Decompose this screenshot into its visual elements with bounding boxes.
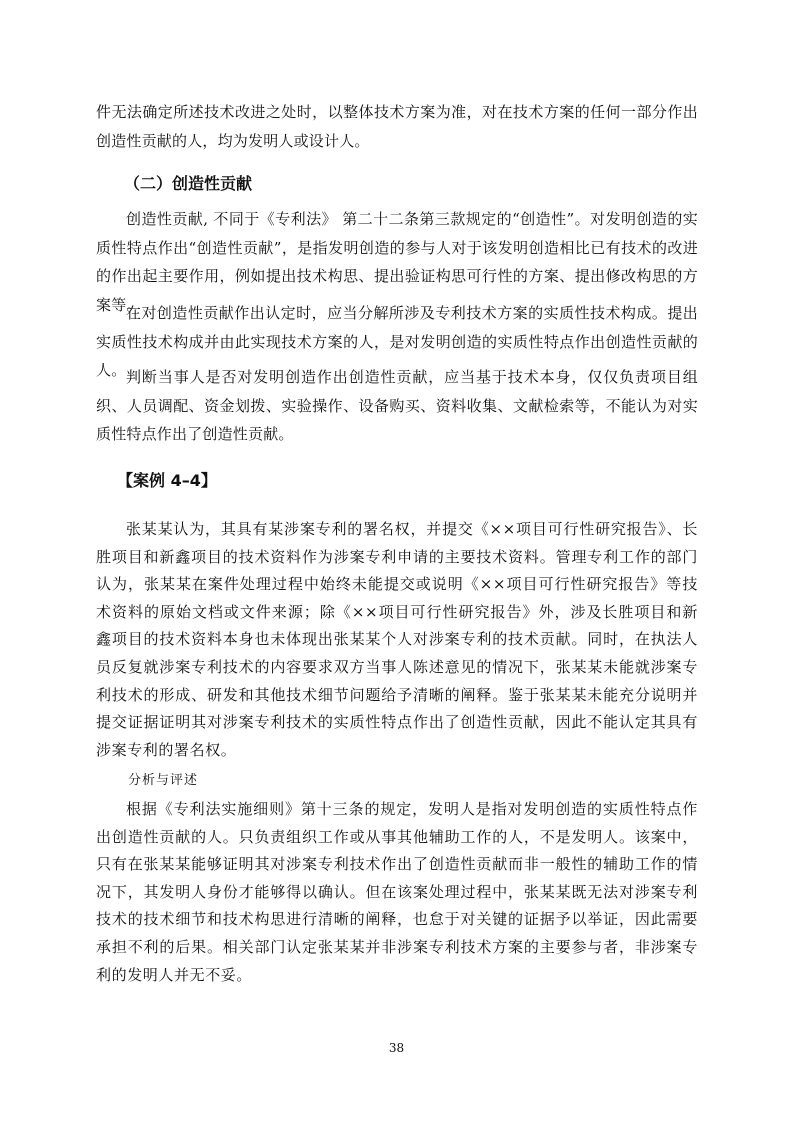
page-number: 38 xyxy=(388,1041,405,1055)
body-paragraph-3: 判断当事人是否对发明创造作出创造性贡献，应当基于技术本身，仅仅负责项目组织、人员调配、资金划拨、实验操作、设备购买、资料收集、文献检索等，不能认为对实质性特点作出了创造性贡献。 xyxy=(96,368,698,443)
analysis-heading: 分析与评述 xyxy=(128,773,199,788)
continuation-paragraph: 件无法确定所述技术改进之处时，以整体技术方案为准，对在技术方案的任何一部分作出创造性贡献的人，均为发明人或设计人。 xyxy=(96,103,698,150)
section-heading: （二）创造性贡献 xyxy=(124,174,253,193)
analysis-paragraph: 根据《专利法实施细则》第十三条的规定，发明人是指对发明创造的实质性特点作出创造性贡献的人。只负责组织工作或从事其他辅助工作的人，不是发明人。该案中，只有在张某某能够证明其对涉案专利技术作出了创造性贡献而非一般性的辅助工作的情况下，其发明人身份才能够得以确认。但在该案处理过程中，张某某既无法对涉案专利技术的技术细节和技术构思进行清晰的阐释，也怠于对关键的证据予以举证，因此需要承担不利的后果。相关部门认定张某某并非涉案专利技术方案的主要参与者，非涉案专利的发明人并无不妥。 xyxy=(96,800,698,984)
case-paragraph: 张某某认为，其具有某涉案专利的署名权，并提交《××项目可行性研究报告》、长胜项目和新鑫项目的技术资料作为涉案专利申请的主要技术资料。管理专利工作的部门认为，张某某在案件处理过程中始终未能提交或说明《××项目可行性研究报告》等技术资料的原始文档或文件来源；除《××项目可行性研究报告》外，涉及长胜项目和新鑫项目的技术资料本身也未体现出张某某个人对涉案专利的技术贡献。同时，在执法人员反复就涉案专利技术的内容要求双方当事人陈述意见的情况下，张某某未能就涉案专利技术的形成、研发和其他技术细节问题给予清晰的阐释。鉴于张某某未能充分说明并提交证据证明其对涉案专利技术的实质性特点作出了创造性贡献，因此不能认定其具有涉案专利的署名权。 xyxy=(96,520,698,759)
body-paragraph-1: 创造性贡献, 不同于《专利法》 第二十二条第三款规定的“创造性”。对发明创造的实质性特点作出“创造性贡献”，是指发明创造的参与人对于该发明创造相比已有技术的改进的作出起主要作用，例如提出技术构思、提出验证构思可行性的方案、提出修改构思的方案等。 xyxy=(96,210,698,314)
body-paragraph-2: 在对创造性贡献作出认定时，应当分解所涉及专利技术方案的实质性技术构成。提出实质性技术构成并由此实现技术方案的人，是对发明创造的实质性特点作出创造性贡献的人。 xyxy=(96,304,698,379)
case-heading: 【案例 4–4】 xyxy=(117,471,217,490)
